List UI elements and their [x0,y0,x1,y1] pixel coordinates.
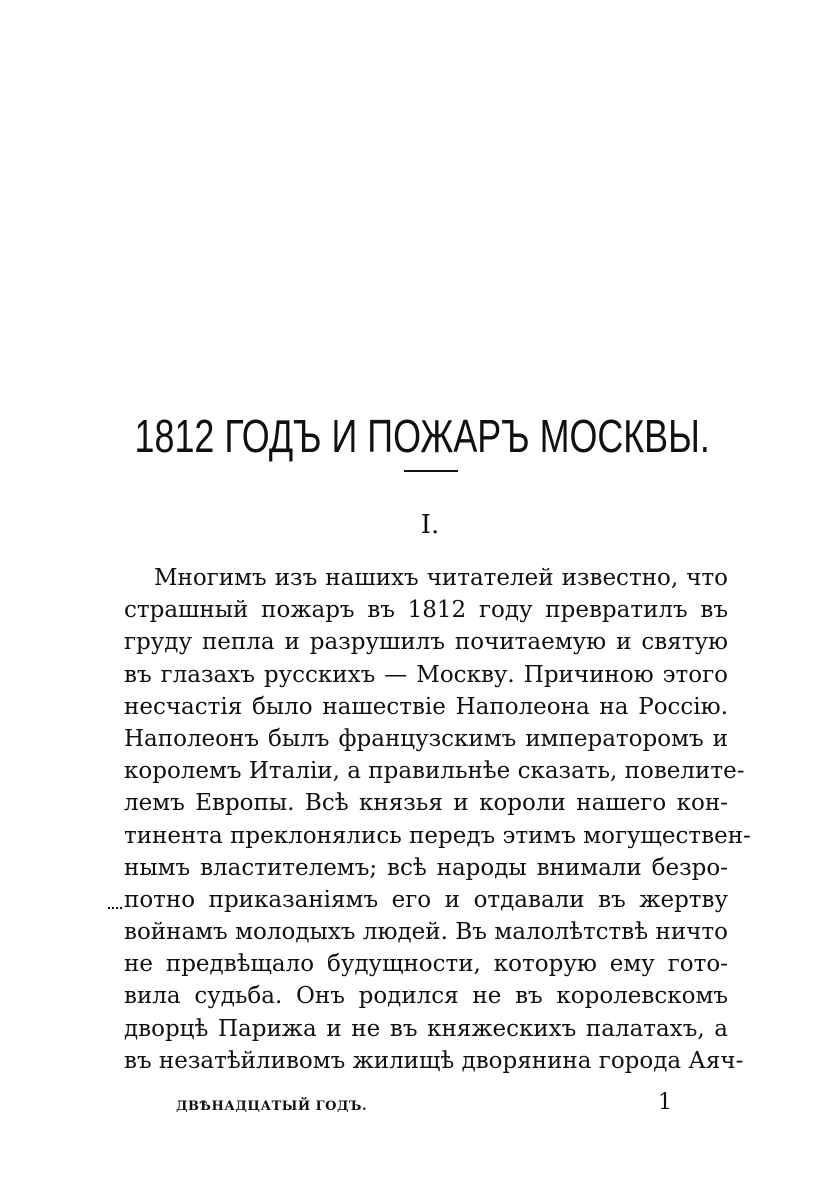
chapter-title: 1812 ГОДЪ И ПОЖАРЪ МОСКВЫ. [134,409,710,462]
body-paragraph [124,562,751,1077]
text-line: войнамъ молодыхъ людей. Въ малолѣтствѣ ничто [124,919,728,946]
text-line: потно приказаніямъ его и отдавали въ жертву [124,886,728,913]
text-line: въ глазахъ русскихъ — Москву. Причиною этого [124,661,728,688]
text-line: въ незатѣйливомъ жилищѣ дворянина города Аяч- [124,1047,744,1074]
page-number: 1 [658,1090,672,1115]
text-line: страшный пожаръ въ 1812 году превратилъ въ [124,597,728,624]
text-line: Многимъ изъ нашихъ читателей известно, что [154,565,728,591]
text-line: груду пепла и разрушилъ почитаемую и святую [124,629,728,656]
footer-signature: ДВѢНАДЦАТЫЙ ГОДЪ. [176,1099,367,1114]
text-line: не предвѣщало будущности, которую ему гото- [124,951,728,978]
text-line: дворцѣ Парижа и не въ княжескихъ палатахъ, а [124,1015,728,1042]
text-line: вила судьба. Онъ родился не въ королевскомъ [124,983,728,1010]
text-line: тинента преклонялись передъ этимъ могуществен- [124,822,751,849]
margin-mark [108,907,122,911]
text-line: несчастія было нашествіе Наполеона на Россію. [124,693,728,720]
text-line: лемъ Европы. Всѣ князья и короли нашего кон- [124,790,728,817]
text-line: королемъ Италіи, а правильнѣе сказать, повелите- [124,758,745,785]
text-line: Наполеонъ былъ французскимъ императоромъ и [124,725,728,752]
title-divider-rule [404,470,458,472]
text-line: нымъ властителемъ; всѣ народы внимали безро- [124,854,728,881]
chapter-number: I. [420,510,440,540]
